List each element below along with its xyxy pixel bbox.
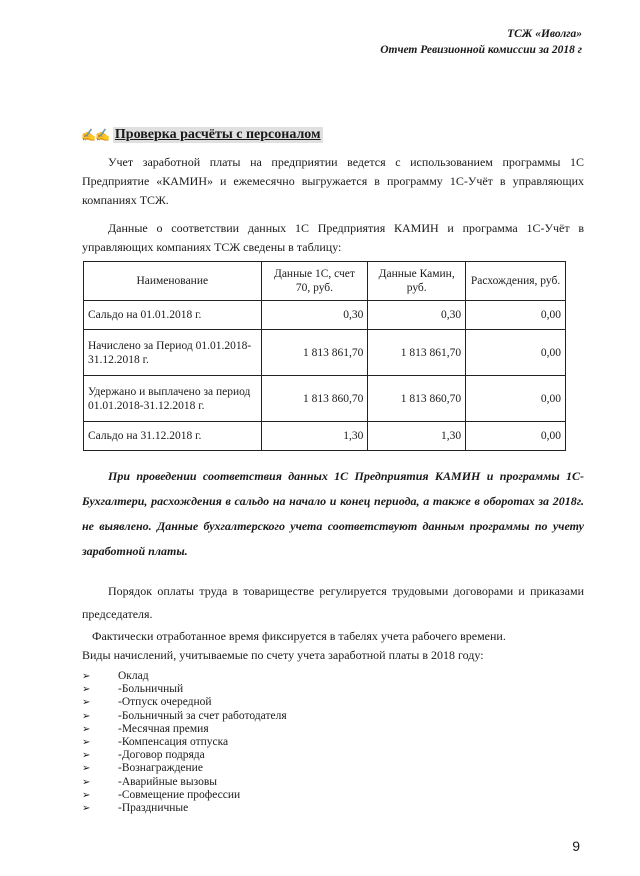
cell-1c: 1 813 861,70 [261,330,368,376]
list-item: ➢ -Больничный [82,683,184,696]
cell-kamin: 1 813 860,70 [368,376,466,422]
row-label: Сальдо на 01.01.2018 г. [84,301,262,330]
arrow-bullet-icon: ➢ [82,803,91,815]
table-row [84,422,566,451]
arrow-bullet-icon: ➢ [82,737,91,749]
cell-kamin: 1,30 [368,422,466,451]
cell-1c: 1,30 [261,422,368,451]
writing-hand-icon: ✍✍ [81,127,109,142]
cell-1c: 0,30 [261,301,368,330]
column-header: Данные 1С, счет 70, руб. [261,262,368,301]
column-header: Данные Камин, руб. [368,262,466,301]
list-item: ➢ Оклад [82,670,149,682]
section-heading [81,127,323,143]
list-item: ➢ -Праздничные [82,802,189,815]
paragraph-time-tracking: Фактически отработанное время фиксируется в табелях учета рабочего времени. [92,629,506,643]
list-item: ➢ -Месячная премия [82,722,209,735]
list-item: ➢ -Компенсация отпуска [82,736,229,749]
arrow-bullet-icon: ➢ [82,671,91,682]
cell-difference: 0,00 [466,422,566,451]
row-label: Начислено за Период 01.01.2018-31.12.2018 г. [84,330,262,376]
list-item: ➢ -Совмещение професcии [82,788,241,801]
document-header [380,26,582,58]
table-row [84,376,566,422]
column-header: Расхождения, руб. [466,262,566,301]
arrow-bullet-icon: ➢ [82,710,91,722]
list-item: ➢ -Договор подряда [82,749,205,762]
list-item: ➢ -Вознаграждение [82,762,203,775]
cell-difference: 0,00 [466,301,566,330]
arrow-bullet-icon: ➢ [82,723,91,735]
paragraph-intro: Учет заработной платы на предприятии ведется с использованием программы 1С Предприятие «КАМИН» и ежемесячно выгружается в программу 1С-Учёт в управляющих компаниях ТСЖ. [82,155,584,207]
row-label: Сальдо на 31.12.2018 г. [84,422,262,451]
cell-difference: 0,00 [466,376,566,422]
table-row [84,330,566,376]
cell-kamin: 1 813 861,70 [368,330,466,376]
list-item: ➢ -Отпуск очередной [82,696,212,709]
list-item: ➢ -Аварийные вызовы [82,775,217,788]
column-header: Наименование [84,262,262,301]
cell-1c: 1 813 860,70 [261,376,368,422]
page-number: 9 [572,838,580,854]
cell-kamin: 0,30 [368,301,466,330]
list-item: ➢ -Больничный за счет работодателя [82,709,287,722]
paragraph-table-intro: Данные о соответствии данных 1С Предприятия КАМИН и программа 1С-Учёт в управляющих компаниях ТСЖ сведены в таблицу: [82,221,584,254]
reconciliation-table [83,261,566,451]
cell-difference: 0,00 [466,330,566,376]
table-row [84,301,566,330]
conclusion-paragraph: При проведении соответствия данных 1С Предприятия КАМИН и программы 1С-Бухгалтери, расхождения в сальдо на начало и конец периода, а также в оборотах за 2018г. не выявлено. Данные бухгалтерского учета соответствуют данным программы по учету заработной платы. [82,469,584,558]
accrual-types-list [82,670,287,815]
arrow-bullet-icon: ➢ [82,697,91,709]
arrow-bullet-icon: ➢ [82,684,91,696]
arrow-bullet-icon: ➢ [82,776,91,788]
row-label: Удержано и выплачено за период 01.01.2018-31.12.2018 г. [84,376,262,422]
table-header-row [84,262,566,301]
arrow-bullet-icon: ➢ [82,750,91,762]
arrow-bullet-icon: ➢ [82,789,91,801]
header-report-title: Отчет Ревизионной комиссии за 2018 г [380,44,582,56]
section-title: Проверка расчёты с персоналом [114,127,321,142]
paragraph-pay-policy: Порядок оплаты труда в товариществе регулируется трудовыми договорами и приказами председателя. [82,584,584,621]
paragraph-accruals-intro: Виды начислений, учитываемые по счету учета заработной платы в 2018 году: [82,648,484,662]
arrow-bullet-icon: ➢ [82,763,91,775]
header-organization: ТСЖ «Иволга» [507,28,582,40]
